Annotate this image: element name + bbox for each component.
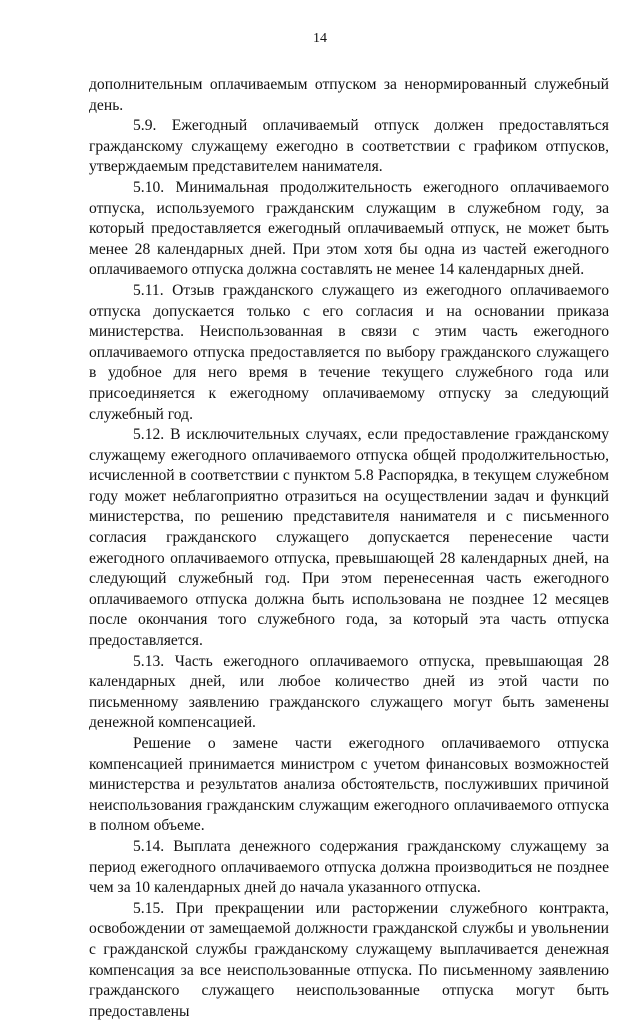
paragraph-5-13-decision: Решение о замене части ежегодного оплачиваемого отпуска компенсацией принимается министром с учетом финансовых возможностей министерства и результатов анализа обстоятельств, послуживших причиной неиспользования гражданским служащим ежегодного оплачиваемого отпуска в полном объеме.	[89, 735, 609, 835]
paragraph-5-11: 5.11. Отзыв гражданского служащего из ежегодного оплачиваемого отпуска допускается только с его согласия и на основании приказа министерства. Неиспользованная в связи с этим часть ежегодного оплачиваемого отпуска предоставляется по выбору гражданского служащего в удобное для него время в течение текущего служебного года или присоединяется к ежегодному оплачиваемому отпуску за следующий служебный год.	[89, 281, 609, 423]
paragraph-5-12: 5.12. В исключительных случаях, если предоставление гражданскому служащему ежегодного оплачиваемого отпуска общей продолжительностью, исчисленной в соответствии с пунктом 5.8 Распорядка, в текущем служебном году может неблагоприятно отразиться на осуществлении задач и функций министерства, по решению представителя нанимателя и с письменного согласия гражданского служащего допускается перенесение части ежегодного оплачиваемого отпуска, превышающей 28 календарных дней, на следующий служебный год. При этом перенесенная часть ежегодного оплачиваемого отпуска должна быть использована не позднее 12 месяцев после окончания того служебного года, за который эта часть отпуска предоставляется.	[89, 426, 609, 650]
paragraph-5-13: 5.13. Часть ежегодного оплачиваемого отпуска, превышающая 28 календарных дней, или любое количество дней из этой части по письменному заявлению гражданского служащего могут быть заменены денежной компенсацией.	[89, 652, 609, 732]
paragraph-continuation: дополнительным оплачиваемым отпуском за ненормированный служебный день.	[89, 76, 609, 114]
page-number: 14	[313, 31, 327, 46]
paragraph-5-9: 5.9. Ежегодный оплачиваемый отпуск должен предоставляться гражданскому служащему ежегодно в соответствии с графиком отпусков, утверждаемым представителем нанимателя.	[89, 117, 609, 176]
paragraph-5-15: 5.15. При прекращении или расторжении служебного контракта, освобождении от замещаемой должности гражданской службы и увольнении с гражданской службы гражданскому служащему выплачивается денежная компенсация за все неиспользованные отпуска. По письменному заявлению гражданского служащего неиспользованные отпуска могут быть предоставлены	[89, 899, 609, 1020]
document-body	[89, 75, 609, 1022]
paragraph-5-14: 5.14. Выплата денежного содержания гражданскому служащему за период ежегодного оплачиваемого отпуска должна производиться не позднее чем за 10 календарных дней до начала указанного отпуска.	[89, 837, 609, 897]
paragraph-5-10: 5.10. Минимальная продолжительность ежегодного оплачиваемого отпуска, используемого гражданским служащим в служебном году, за который предоставляется ежегодный оплачиваемый отпуск, не может быть менее 28 календарных дней. При этом хотя бы одна из частей ежегодного оплачиваемого отпуска должна составлять не менее 14 календарных дней.	[89, 178, 609, 279]
